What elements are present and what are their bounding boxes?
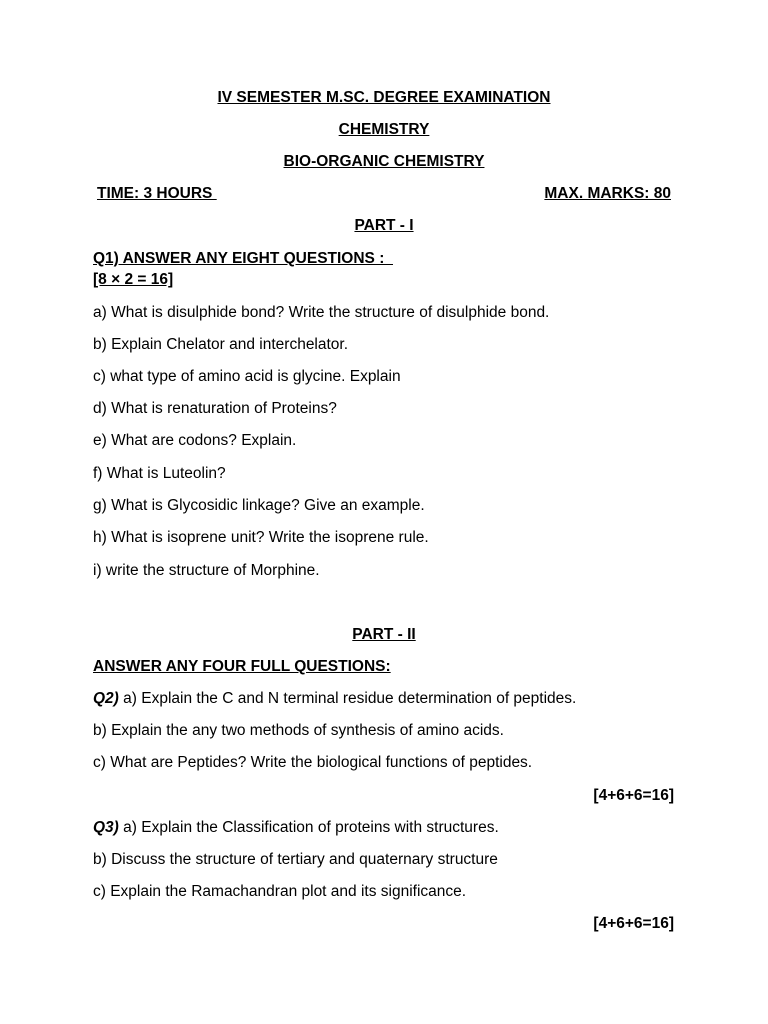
q3-item-a bbox=[93, 818, 499, 838]
exam-title: IV SEMESTER M.SC. DEGREE EXAMINATION bbox=[217, 89, 551, 106]
q1-item-h: h) What is isoprene unit? Write the isoprene rule. bbox=[93, 529, 429, 546]
q3-item-c: c) Explain the Ramachandran plot and its significance. bbox=[93, 883, 467, 900]
q1-item-g: g) What is Glycosidic linkage? Give an example. bbox=[93, 497, 425, 514]
paper-title: BIO-ORGANIC CHEMISTRY bbox=[283, 153, 485, 170]
part1-title: PART - I bbox=[354, 217, 414, 234]
q1-item-d: d) What is renaturation of Proteins? bbox=[93, 400, 337, 417]
q3-item-b: b) Discuss the structure of tertiary and quaternary structure bbox=[93, 851, 498, 868]
q2-item-b: b) Explain the any two methods of synthesis of amino acids. bbox=[93, 722, 504, 739]
part2-instruction: ANSWER ANY FOUR FULL QUESTIONS: bbox=[93, 658, 391, 675]
q1-item-b: b) Explain Chelator and interchelator. bbox=[93, 336, 349, 353]
q1-item-i: i) write the structure of Morphine. bbox=[93, 562, 320, 579]
q3-number: Q3) bbox=[93, 819, 119, 836]
q1-item-c: c) what type of amino acid is glycine. Explain bbox=[93, 368, 401, 385]
q2-marks: [4+6+6=16] bbox=[593, 787, 674, 804]
max-marks-label: MAX. MARKS: 80 bbox=[544, 185, 671, 202]
q2-item-c: c) What are Peptides? Write the biological functions of peptides. bbox=[93, 754, 533, 771]
q2-number: Q2) bbox=[93, 690, 119, 707]
q3-a-text: a) Explain the Classification of proteins with structures. bbox=[118, 819, 499, 836]
time-label: TIME: 3 HOURS bbox=[97, 185, 217, 202]
part1-instruction: Q1) ANSWER ANY EIGHT QUESTIONS : bbox=[93, 250, 393, 267]
q3-marks: [4+6+6=16] bbox=[593, 915, 674, 932]
q2-a-text: a) Explain the C and N terminal residue determination of peptides. bbox=[118, 690, 577, 707]
q1-item-a: a) What is disulphide bond? Write the structure of disulphide bond. bbox=[93, 304, 550, 321]
part2-title: PART - II bbox=[352, 626, 416, 643]
q1-item-e: e) What are codons? Explain. bbox=[93, 432, 297, 449]
q1-item-f: f) What is Luteolin? bbox=[93, 465, 226, 482]
subject-title: CHEMISTRY bbox=[338, 121, 430, 138]
part1-marks: [8 × 2 = 16] bbox=[93, 271, 174, 288]
q2-item-a bbox=[93, 689, 576, 709]
